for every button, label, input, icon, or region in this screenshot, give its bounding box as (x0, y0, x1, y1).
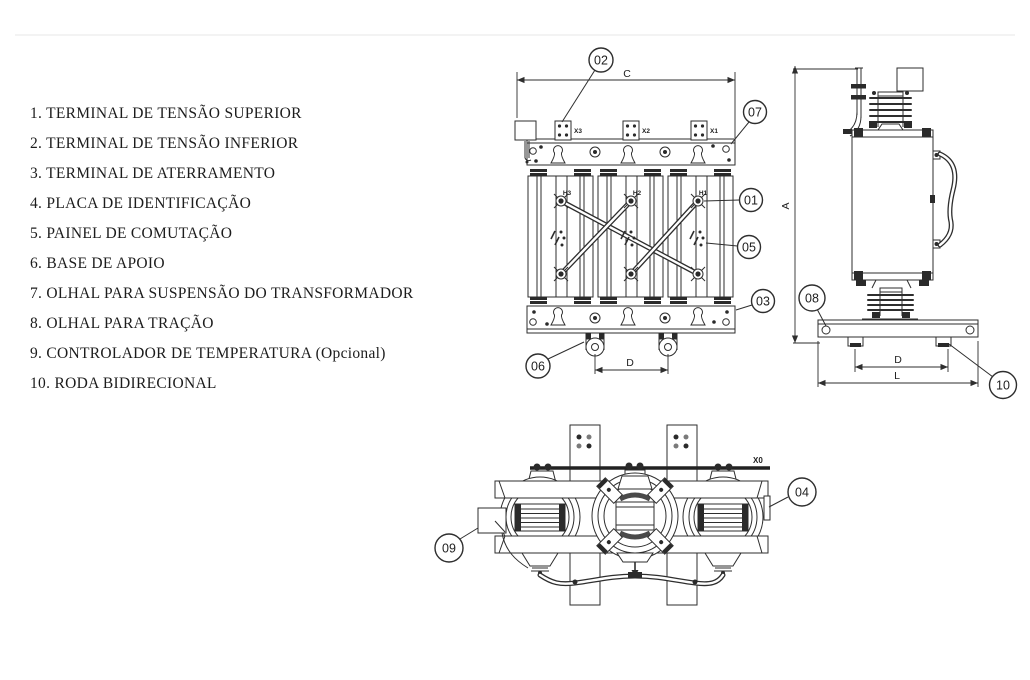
plan-view (478, 425, 770, 605)
legend-item-2: 2. TERMINAL DE TENSÃO INFERIOR (30, 135, 299, 152)
top-bushing (869, 91, 912, 128)
hv-terminal-box (897, 68, 923, 91)
callout-02-number: 02 (594, 53, 608, 68)
lv-junction-box (515, 121, 536, 140)
callout-09-number: 09 (442, 541, 456, 556)
callout-08-number: 08 (805, 291, 819, 306)
legend-item-1: 1. TERMINAL DE TENSÃO SUPERIOR (30, 105, 302, 122)
legend-item-6: 6. BASE DE APOIO (30, 255, 165, 272)
dimension-d-front (595, 354, 668, 374)
callout-10 (949, 344, 1017, 399)
bottom-bushing (862, 288, 918, 319)
identification-plate (764, 496, 770, 520)
callout-05-number: 05 (742, 240, 756, 255)
legend-item-7: 7. OLHAL PARA SUSPENSÃO DO TRANSFORMADOR (30, 285, 414, 302)
callout-04-number: 04 (795, 485, 809, 500)
dim-label-a: A (780, 202, 792, 210)
dimension-d-side (855, 349, 948, 372)
side-wheels (848, 337, 951, 347)
plan-coil-center (592, 473, 678, 559)
callout-07 (731, 101, 767, 145)
neutral-bus (530, 456, 770, 468)
transformer-body-side (852, 137, 933, 273)
label-x2: X2 (642, 128, 650, 135)
body-hinge (930, 195, 935, 203)
dim-label-d-front: D (626, 357, 634, 369)
bottom-flange (852, 271, 933, 288)
front-wheel-left (586, 333, 604, 356)
side-handle (933, 151, 955, 248)
lv-terminals (555, 121, 718, 140)
callout-06-number: 06 (531, 359, 545, 374)
hv-cable-conduit (843, 68, 866, 136)
callout-09 (435, 528, 478, 562)
winding-block-right (698, 504, 748, 531)
legend-item-5: 5. PAINEL DE COMUTAÇÃO (30, 225, 233, 242)
front-wheels (586, 333, 677, 356)
side-view (780, 66, 978, 387)
side-base (818, 320, 978, 337)
callout-10-number: 10 (996, 378, 1010, 393)
dim-label-l: L (894, 370, 900, 382)
legend-item-9: 9. CONTROLADOR DE TEMPERATURA (Opcional) (30, 345, 386, 362)
callout-07-number: 07 (748, 105, 762, 120)
coil-1 (528, 169, 593, 304)
label-h2: H2 (632, 190, 642, 197)
legend-item-10: 10. RODA BIDIRECIONAL (30, 375, 217, 392)
callout-03 (736, 290, 775, 313)
callout-01-number: 01 (744, 193, 758, 208)
legend-item-8: 8. OLHAL PARA TRAÇÃO (30, 315, 214, 332)
dim-label-c: C (623, 68, 631, 80)
label-h1: H1 (698, 190, 708, 197)
label-x0: X0 (753, 456, 763, 465)
callout-03-number: 03 (756, 294, 770, 309)
legend-item-3: 3. TERMINAL DE ATERRAMENTO (30, 165, 276, 182)
front-view (515, 68, 735, 374)
top-flange (852, 124, 933, 137)
label-x3: X3 (574, 128, 582, 135)
callout-06 (526, 342, 584, 378)
label-x1: X1 (710, 128, 718, 135)
callout-04 (769, 478, 816, 507)
legend-item-4: 4. PLACA DE IDENTIFICAÇÃO (30, 195, 252, 212)
base-frame (527, 306, 735, 333)
callout-02 (562, 48, 613, 122)
front-wheel-right (659, 333, 677, 356)
label-h3: H3 (562, 190, 572, 197)
dim-label-d-side: D (894, 354, 902, 366)
winding-block-left (515, 504, 565, 531)
